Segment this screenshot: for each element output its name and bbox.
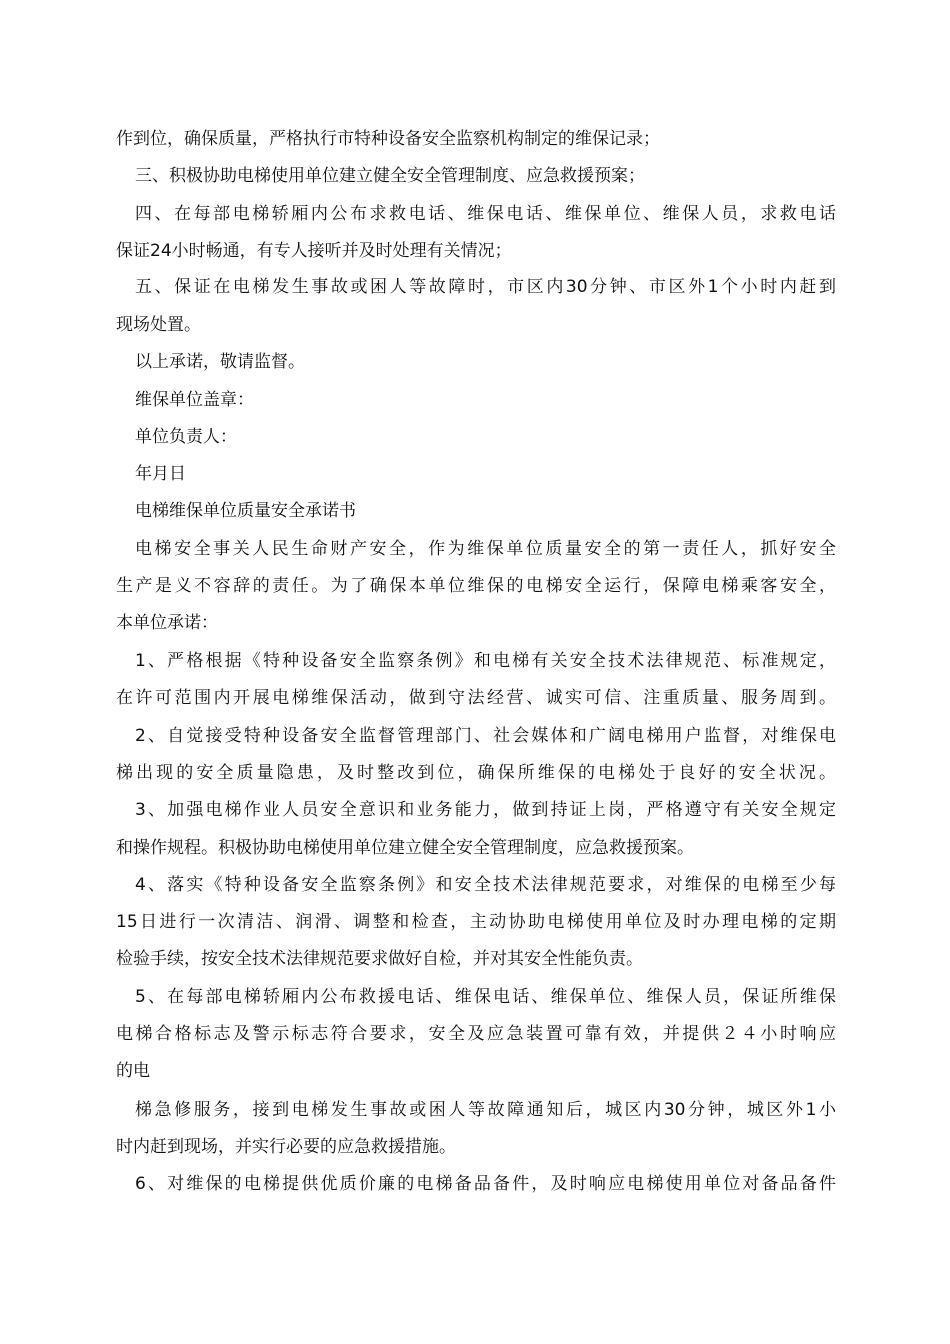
- text-line: 电梯合格标志及警示标志符合要求，安全及应急装置可靠有效，并提供２４小时响应: [116, 1024, 836, 1044]
- text-line: 检验手续，按安全技术法律规范要求做好自检，并对其安全性能负责。: [116, 949, 643, 969]
- text-line: 年月日: [135, 464, 186, 484]
- text-line: 以上承诺，敬请监督。: [135, 352, 305, 372]
- text-line: 梯出现的安全质量隐患，及时整改到位，确保所维保的电梯处于良好的安全状况。: [116, 763, 836, 783]
- text-line: 在许可范围内开展电梯维保活动，做到守法经营、诚实可信、注重质量、服务周到。: [116, 688, 836, 708]
- text-line: 本单位承诺：: [116, 613, 218, 633]
- text-line: 现场处置。: [116, 315, 201, 335]
- text-line: 梯急修服务，接到电梯发生事故或困人等故障通知后，城区内30分钟，城区外1小: [135, 1100, 836, 1120]
- text-line: 6、对维保的电梯提供优质价廉的电梯备品备件，及时响应电梯使用单位对备品备件: [135, 1174, 836, 1194]
- text-line: 作到位，确保质量，严格执行市特种设备安全监察机构制定的维保记录；: [116, 129, 660, 149]
- text-line: 1、严格根据《特种设备安全监察条例》和电梯有关安全技术法律规范、标准规定，: [135, 651, 836, 671]
- text-line: 单位负责人：: [135, 427, 237, 447]
- text-line: 四、在每部电梯轿厢内公布求救电话、维保电话、维保单位、维保人员，求救电话: [135, 204, 836, 224]
- text-line: 三、积极协助电梯使用单位建立健全安全管理制度、应急救援预案；: [135, 166, 645, 186]
- text-line: 15日进行一次清洁、润滑、调整和检查，主动协助电梯使用单位及时办理电梯的定期: [116, 912, 836, 932]
- text-line: 5、在每部电梯轿厢内公布救援电话、维保电话、维保单位、维保人员，保证所维保: [135, 987, 836, 1007]
- text-line: 4、落实《特种设备安全监察条例》和安全技术法律规范要求，对维保的电梯至少每: [135, 875, 836, 895]
- text-line: 维保单位盖章：: [135, 390, 254, 410]
- text-line: 电梯安全事关人民生命财产安全，作为维保单位质量安全的第一责任人，抓好安全: [135, 539, 836, 559]
- text-line: 时内赶到现场，并实行必要的应急救援措施。: [116, 1137, 456, 1157]
- text-line: 保证24小时畅通，有专人接听并及时处理有关情况；: [116, 241, 512, 261]
- document-heading: 电梯维保单位质量安全承诺书: [135, 501, 356, 521]
- text-line: 3、加强电梯作业人员安全意识和业务能力，做到持证上岗，严格遵守有关安全规定: [135, 800, 836, 820]
- text-line: 2、自觉接受特种设备安全监督管理部门、社会媒体和广阔电梯用户监督，对维保电: [135, 726, 836, 746]
- text-line: 五、保证在电梯发生事故或困人等故障时，市区内30分钟、市区外1个小时内赶到: [135, 277, 836, 297]
- text-line: 和操作规程。积极协助电梯使用单位建立健全安全管理制度，应急救援预案。: [116, 838, 694, 858]
- text-line: 的电: [116, 1061, 150, 1081]
- text-line: 生产是义不容辞的责任。为了确保本单位维保的电梯安全运行，保障电梯乘客安全，: [116, 576, 836, 596]
